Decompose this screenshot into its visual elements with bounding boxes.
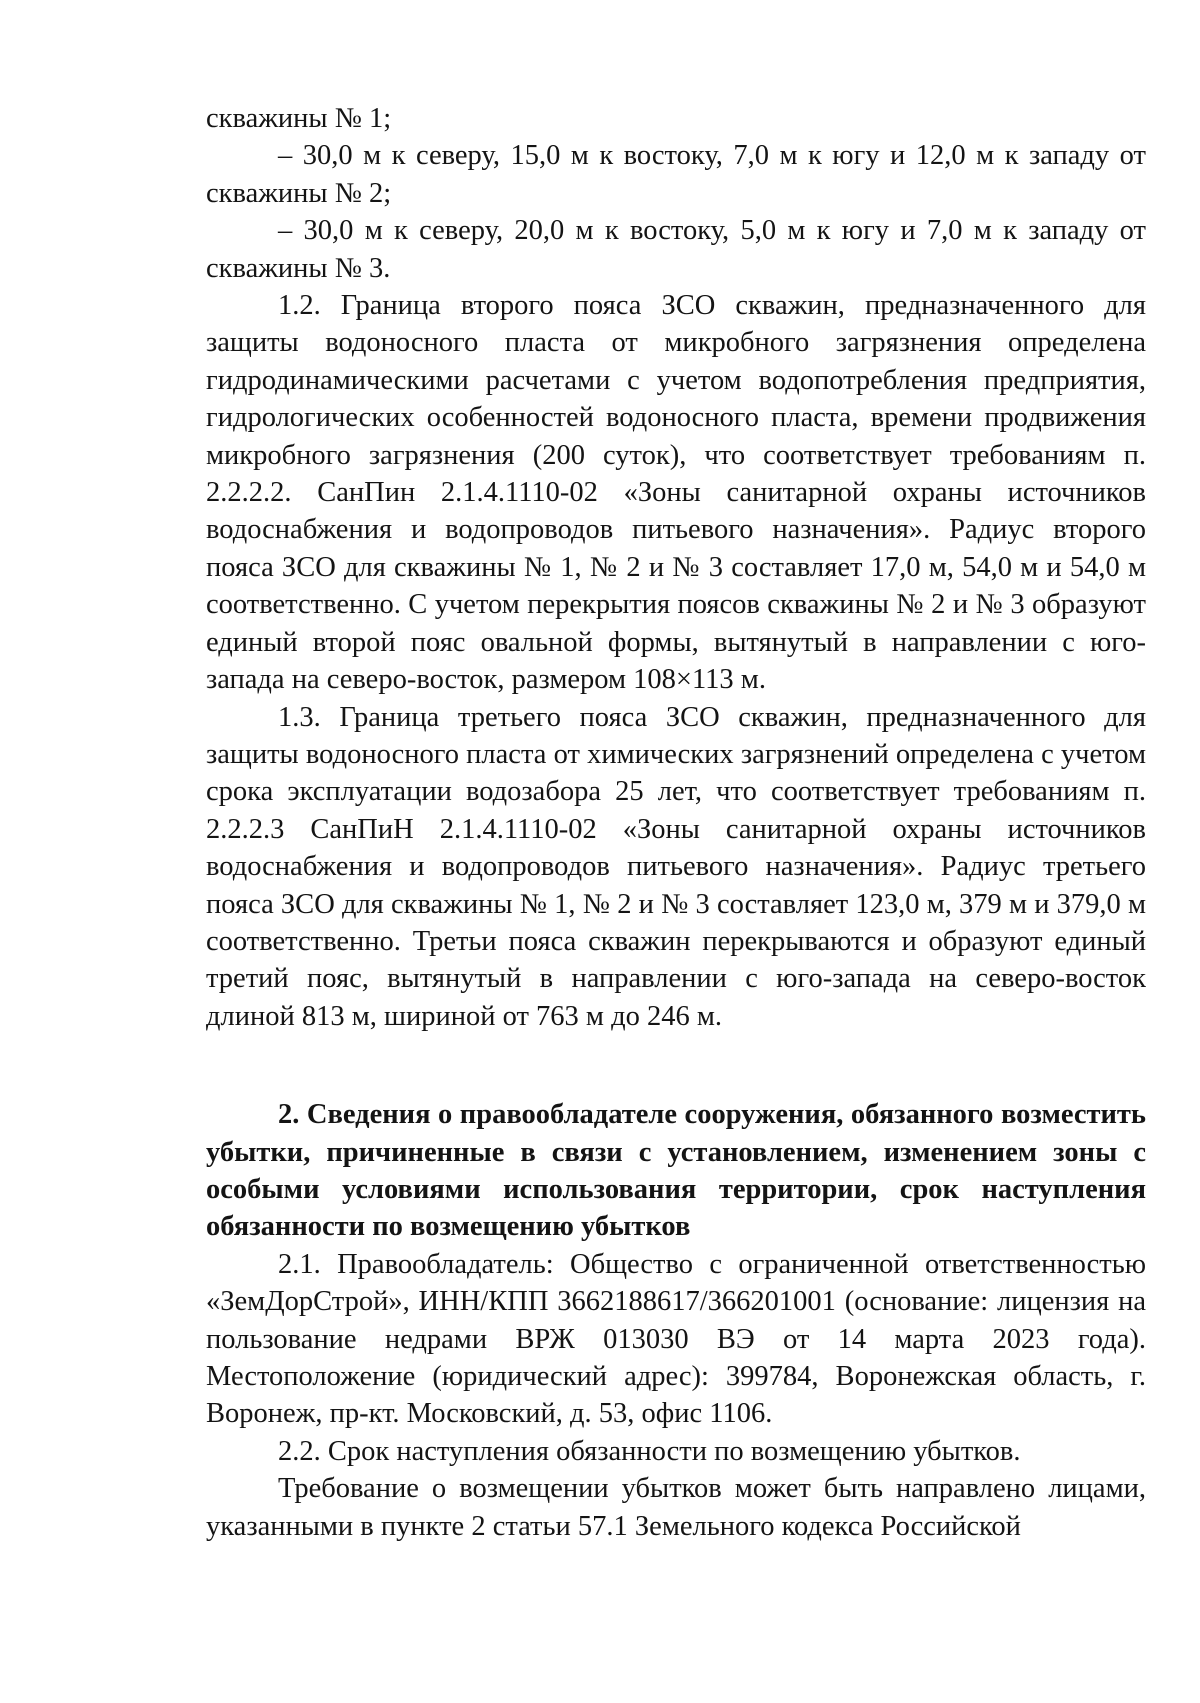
paragraph-well3-distances: – 30,0 м к северу, 20,0 м к востоку, 5,0 м к югу и 7,0 м к западу от скважины № 3. bbox=[206, 215, 1146, 284]
paragraph-2-2-deadline: 2.2. Срок наступления обязанности по возмещению убытков. bbox=[278, 1435, 1021, 1467]
document-page bbox=[206, 100, 1146, 1545]
paragraph-well2-distances: – 30,0 м к северу, 15,0 м к востоку, 7,0 м к югу и 12,0 м к западу от скважины № 2; bbox=[206, 140, 1146, 209]
paragraph-claim: Требование о возмещении убытков может быть направлено лицами, указанными в пункте 2 статьи 57.1 Земельного кодекса Российской bbox=[206, 1473, 1146, 1542]
paragraph-well1-end: скважины № 1; bbox=[206, 103, 392, 134]
paragraph-1-3-third-zone: 1.3. Граница третьего пояса ЗСО скважин, предназначенного для защиты водоносного пласта от химических загрязнений определена с учетом срока эксплуатации водозабора 25 лет, что соответствует требованиям п. 2.2.2.3 СанПиН 2.1.4.1110-02 «Зоны санитарной охраны источников водоснабжения и водопроводов питьевого назначения». Радиус третьего пояса ЗСО для скважины № 1, № 2 и № 3 составляет 123,0 м, 379 м и 379,0 м соответственно. Третьи пояса скважин перекрываются и образуют единый третий пояс, вытянутый в направлении с юго-запада на северо-восток длиной 813 м, шириной от 763 м до 246 м. bbox=[206, 701, 1146, 1032]
paragraph-2-1-rightholder: 2.1. Правообладатель: Общество с ограниченной ответственностью «ЗемДорСтрой», ИНН/КПП 3662188617/366201001 (основание: лицензия на пользование недрами ВРЖ 013030 ВЭ от 14 марта 2023 года). Местоположение (юридический адрес): 399784, Воронежская область, г. Воронеж, пр-кт. Московский, д. 53, офис 1106. bbox=[206, 1248, 1146, 1430]
section-2-heading: 2. Сведения о правообладателе сооружения, обязанного возместить убытки, причиненные в связи с установлением, изменением зоны с особыми условиями использования территории, срок наступления обязанности по возмещению убытков bbox=[206, 1099, 1146, 1243]
section-spacer bbox=[206, 1035, 1146, 1096]
paragraph-1-2-second-zone: 1.2. Граница второго пояса ЗСО скважин, предназначенного для защиты водоносного пласта от микробного загрязнения определена гидродинамическими расчетами с учетом водопотребления предприятия, гидрологических особенностей водоносного пласта, времени продвижения микробного загрязнения (200 суток), что соответствует требованиям п. 2.2.2.2. СанПин 2.1.4.1110-02 «Зоны санитарной охраны источников водоснабжения и водопроводов питьевого назначения». Радиус второго пояса ЗСО для скважины № 1, № 2 и № 3 составляет 17,0 м, 54,0 м и 54,0 м соответственно. С учетом перекрытия поясов скважины № 2 и № 3 образуют единый второй пояс овальной формы, вытянутый в направлении с юго-запада на северо-восток, размером 108×113 м. bbox=[206, 290, 1146, 696]
